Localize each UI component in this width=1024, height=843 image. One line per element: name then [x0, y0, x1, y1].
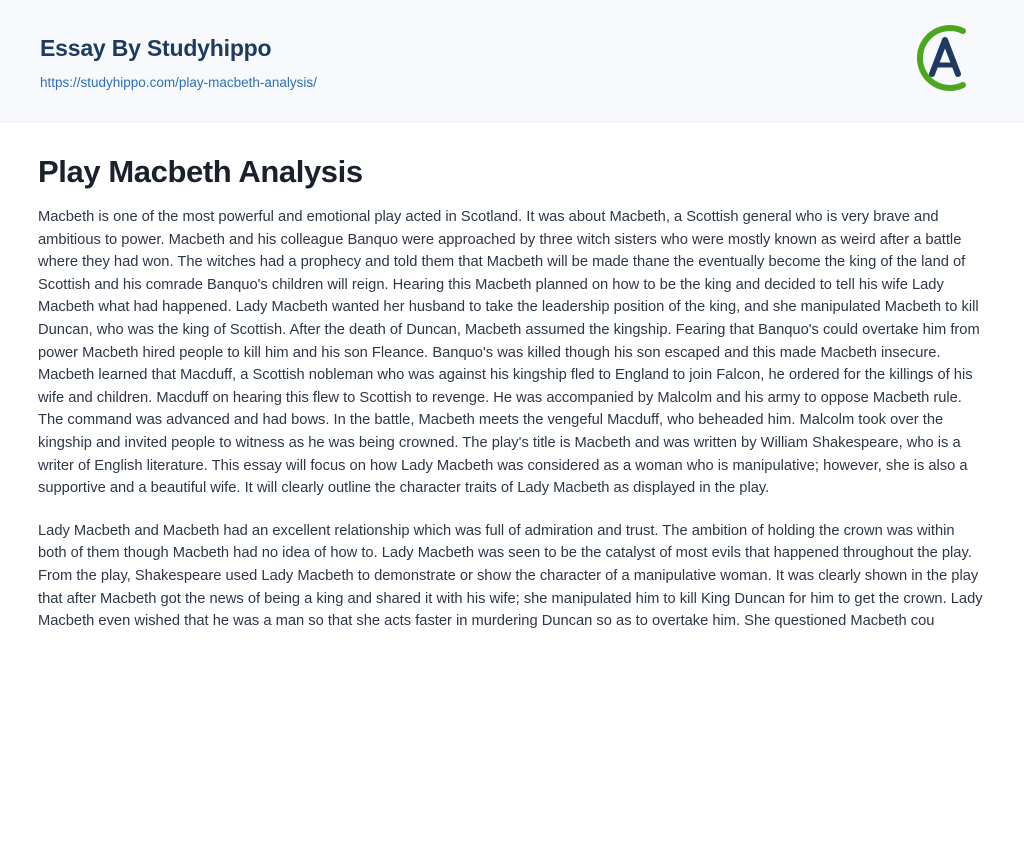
page-header: [0, 0, 1024, 122]
document-content: [0, 122, 1024, 633]
essay-paragraph: Lady Macbeth and Macbeth had an excellent relationship which was full of admiration and trust. The ambition of holding the crown was within both of them though Macbeth had no idea of how to. Lady Macbeth was seen to be the catalyst of most evils that happened throughout the play. From the play, Shakespeare used Lady Macbeth to demonstrate or show the character of a manipulative woman. It was clearly shown in the play that after Macbeth got the news of being a king and shared it with his wife; she manipulated him to kill King Duncan for him to get the crown. Lady Macbeth even wished that he was a man so that she acts faster in murdering Duncan so as to overtake him. She questioned Macbeth cou: [38, 522, 983, 630]
source-url-link[interactable]: https://studyhippo.com/play-macbeth-analysis/: [40, 75, 317, 91]
page-title: Play Macbeth Analysis: [38, 154, 363, 189]
essay-paragraph: Macbeth is one of the most powerful and emotional play acted in Scotland. It was about Macbeth, a Scottish general who is very brave and ambitious to power. Macbeth and his colleague Banquo were approached by three witch sisters who were mostly known as weird after a battle where they had won. The witches had a prophecy and told them that Macbeth will be made thane the eventually become the king of the land of Scottish and his comrade Banquo's children will reign. Hearing this Macbeth planned on how to be the king and decided to tell his wife Lady Macbeth what had happened. Lady Macbeth wanted her husband to take the leadership position of the king, and she manipulated Macbeth to kill Duncan, who was the king of Scottish. After the death of Duncan, Macbeth assumed the kingship. Fearing that Banquo's could overtake him from power Macbeth hired people to kill him and his son Fleance. Banquo's was killed though his son escaped and this made Macbeth insecure. Macbeth learned that Macduff, a Scottish nobleman who was against his kingship fled to England to join Falcon, he ordered for the killings of his wife and children. Macduff on hearing this flew to Scottish to revenge. He was accompanied by Malcolm and his army to oppose Macbeth rule. The command was advanced and had bows. In the battle, Macbeth meets the vengeful Macduff, who beheaded him. Malcolm took over the kingship and invited people to witness as he was being crowned. The play's title is Macbeth and was written by William Shakespeare, who is a writer of English literature. This essay will focus on how Lady Macbeth was considered as a woman who is manipulative; however, she is also a supportive and a beautiful wife. It will clearly outline the character traits of Lady Macbeth as displayed in the play.: [38, 209, 980, 497]
studyhippo-a-logo-icon: [908, 21, 982, 95]
site-brand-title: Essay By Studyhippo: [40, 35, 272, 61]
